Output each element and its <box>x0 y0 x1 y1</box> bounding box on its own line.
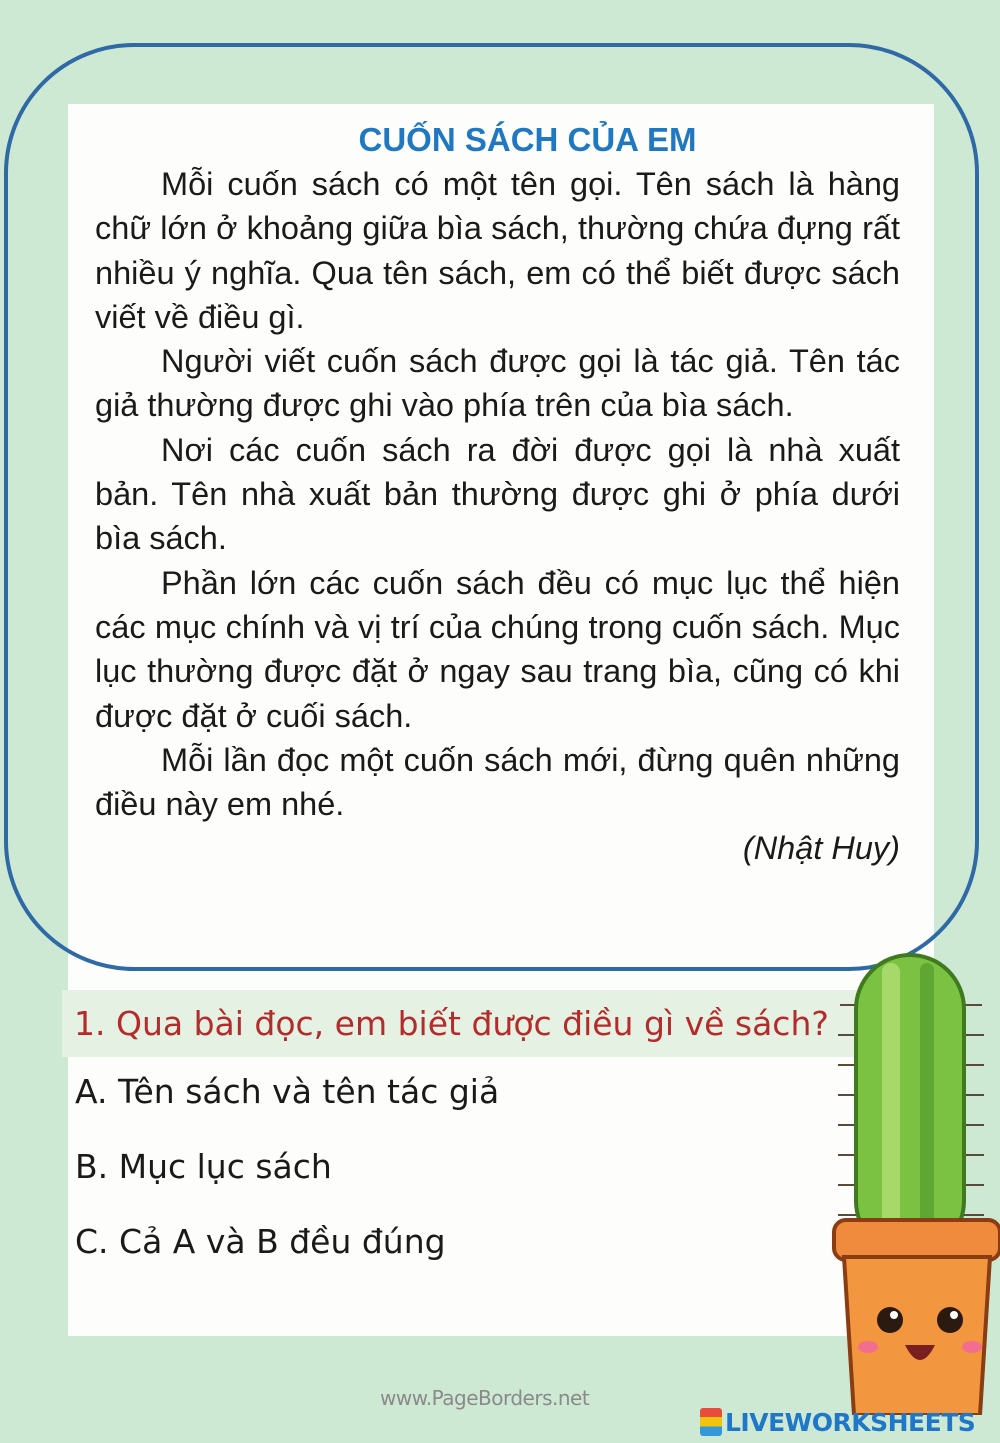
answer-option-a[interactable]: A. Tên sách và tên tác giả <box>75 1072 500 1111</box>
story-paragraph: Mỗi cuốn sách có một tên gọi. Tên sách là hàng chữ lớn ở khoảng giữa bìa sách, thường chứa đựng rất nhiều ý nghĩa. Qua tên sách, em có thể biết được sách viết về điều gì. <box>95 166 900 335</box>
liveworksheets-logo[interactable] <box>700 1402 975 1442</box>
liveworksheets-icon <box>700 1408 722 1436</box>
story-passage <box>95 118 900 871</box>
story-author: (Nhật Huy) <box>742 830 900 867</box>
quiz-question: 1. Qua bài đọc, em biết được điều gì về sách? <box>62 990 932 1057</box>
page-borders-credit: www.PageBorders.net <box>380 1386 590 1410</box>
story-paragraph: Người viết cuốn sách được gọi là tác giả. Tên tác giả thường được ghi vào phía trên của bìa sách. <box>95 343 900 424</box>
answer-option-c[interactable]: C. Cả A và B đều đúng <box>75 1222 446 1261</box>
cactus-illustration <box>820 945 1000 1415</box>
story-paragraph: Phần lớn các cuốn sách đều có mục lục thể hiện các mục chính và vị trí của chúng trong cuốn sách. Mục lục thường được đặt ở ngay sau trang bìa, cũng có khi được đặt ở cuối sách. <box>95 564 900 734</box>
story-paragraph: Mỗi lần đọc một cuốn sách mới, đừng quên những điều này em nhé. <box>95 741 900 823</box>
liveworksheets-label: LIVEWORKSHEETS <box>725 1407 976 1437</box>
story-paragraph: Nơi các cuốn sách ra đời được gọi là nhà xuất bản. Tên nhà xuất bản thường được ghi ở phía dưới bìa sách. <box>95 431 900 557</box>
story-title: CUỐN SÁCH CỦA EM <box>358 121 697 158</box>
answer-option-b[interactable]: B. Mục lục sách <box>75 1147 332 1186</box>
